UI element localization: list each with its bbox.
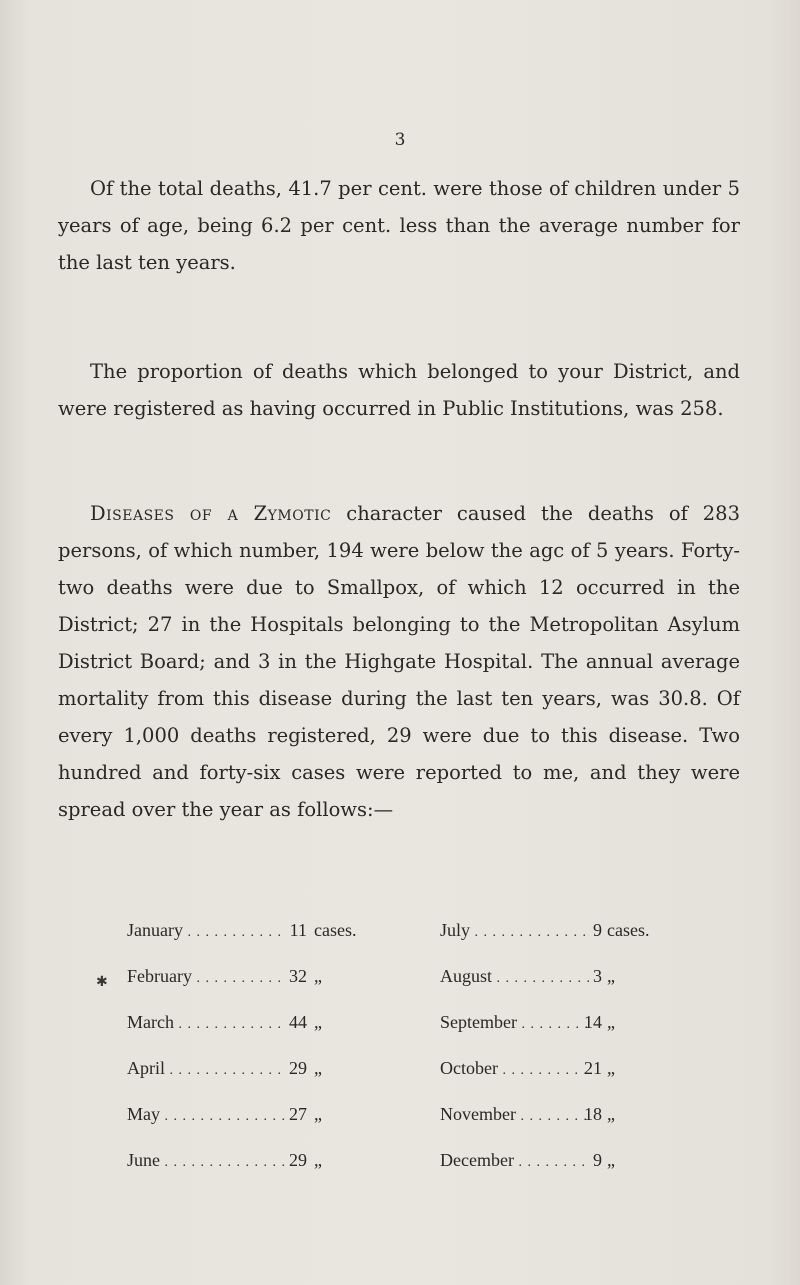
case-unit: cases.	[314, 920, 357, 940]
case-unit: „	[314, 1150, 322, 1170]
case-count: 29	[289, 1150, 307, 1170]
month-label: January . . .	[127, 920, 287, 941]
case-count: 44	[289, 1012, 307, 1032]
month-label: July . . .	[440, 920, 590, 941]
month-label: November . . .	[440, 1104, 590, 1125]
month-label: March . . .	[127, 1012, 287, 1033]
case-count: 11	[289, 920, 307, 940]
case-count: 9	[593, 1150, 602, 1170]
table-row	[0, 1150, 800, 1180]
case-unit: „	[314, 966, 322, 986]
month-label: October . . .	[440, 1058, 590, 1079]
month-label: May . . .	[127, 1104, 287, 1125]
case-count: 27	[289, 1104, 307, 1124]
case-unit: „	[607, 1150, 615, 1170]
case-count: 18	[584, 1104, 602, 1124]
case-count: 14	[584, 1012, 602, 1032]
case-count: 3	[593, 966, 602, 986]
paragraph-public-institutions	[58, 353, 740, 427]
case-count: 9	[593, 920, 602, 940]
margin-mark: ✱	[96, 974, 108, 990]
table-row	[0, 1058, 800, 1088]
month-label: February . . .	[127, 966, 287, 987]
section-heading: Diseases of a Zymotic	[90, 502, 332, 525]
month-label: June . . .	[127, 1150, 287, 1171]
case-unit: „	[607, 1012, 615, 1032]
table-row	[0, 966, 800, 996]
case-unit: „	[607, 966, 615, 986]
case-unit: „	[607, 1058, 615, 1078]
case-unit: „	[314, 1058, 322, 1078]
case-unit: „	[314, 1104, 322, 1124]
case-count: 21	[584, 1058, 602, 1078]
paragraph-text: character caused the deaths of 283 persons, of which number, 194 were below the agc of 5 years. Forty-two deaths were due to Smallpox, of which 12 occurred in the District; 27 in the Hospitals belonging to the Metropolitan Asylum District Board; and 3 in the Highgate Hospital. The annual average mortality from this disease during the last ten years, was 30.8. Of every 1,000 deaths registered, 29 were due to this disease. Two hundred and forty-six cases were reported to me, and they were spread over the year as follows:—	[58, 502, 740, 821]
paragraph-text: The proportion of deaths which belonged to your District, and were registered as having occurred in Public Institutions, was 258.	[58, 360, 740, 420]
month-label: April . . .	[127, 1058, 287, 1079]
case-count: 29	[289, 1058, 307, 1078]
table-row	[0, 1012, 800, 1042]
month-label: August . . .	[440, 966, 590, 987]
page-number: 3	[394, 130, 406, 150]
case-unit: „	[607, 1104, 615, 1124]
table-row	[0, 1104, 800, 1134]
case-unit: cases.	[607, 920, 650, 940]
case-count: 32	[289, 966, 307, 986]
month-label: September . . .	[440, 1012, 590, 1033]
case-unit: „	[314, 1012, 322, 1032]
table-row	[0, 920, 800, 950]
month-label: December . . .	[440, 1150, 590, 1171]
paragraph-child-deaths	[58, 170, 740, 281]
paragraph-text: Of the total deaths, 41.7 per cent. were those of children under 5 years of age, being 6.2 per cent. less than the average number for the last ten years.	[58, 177, 740, 274]
paragraph-zymotic-diseases	[58, 495, 740, 828]
